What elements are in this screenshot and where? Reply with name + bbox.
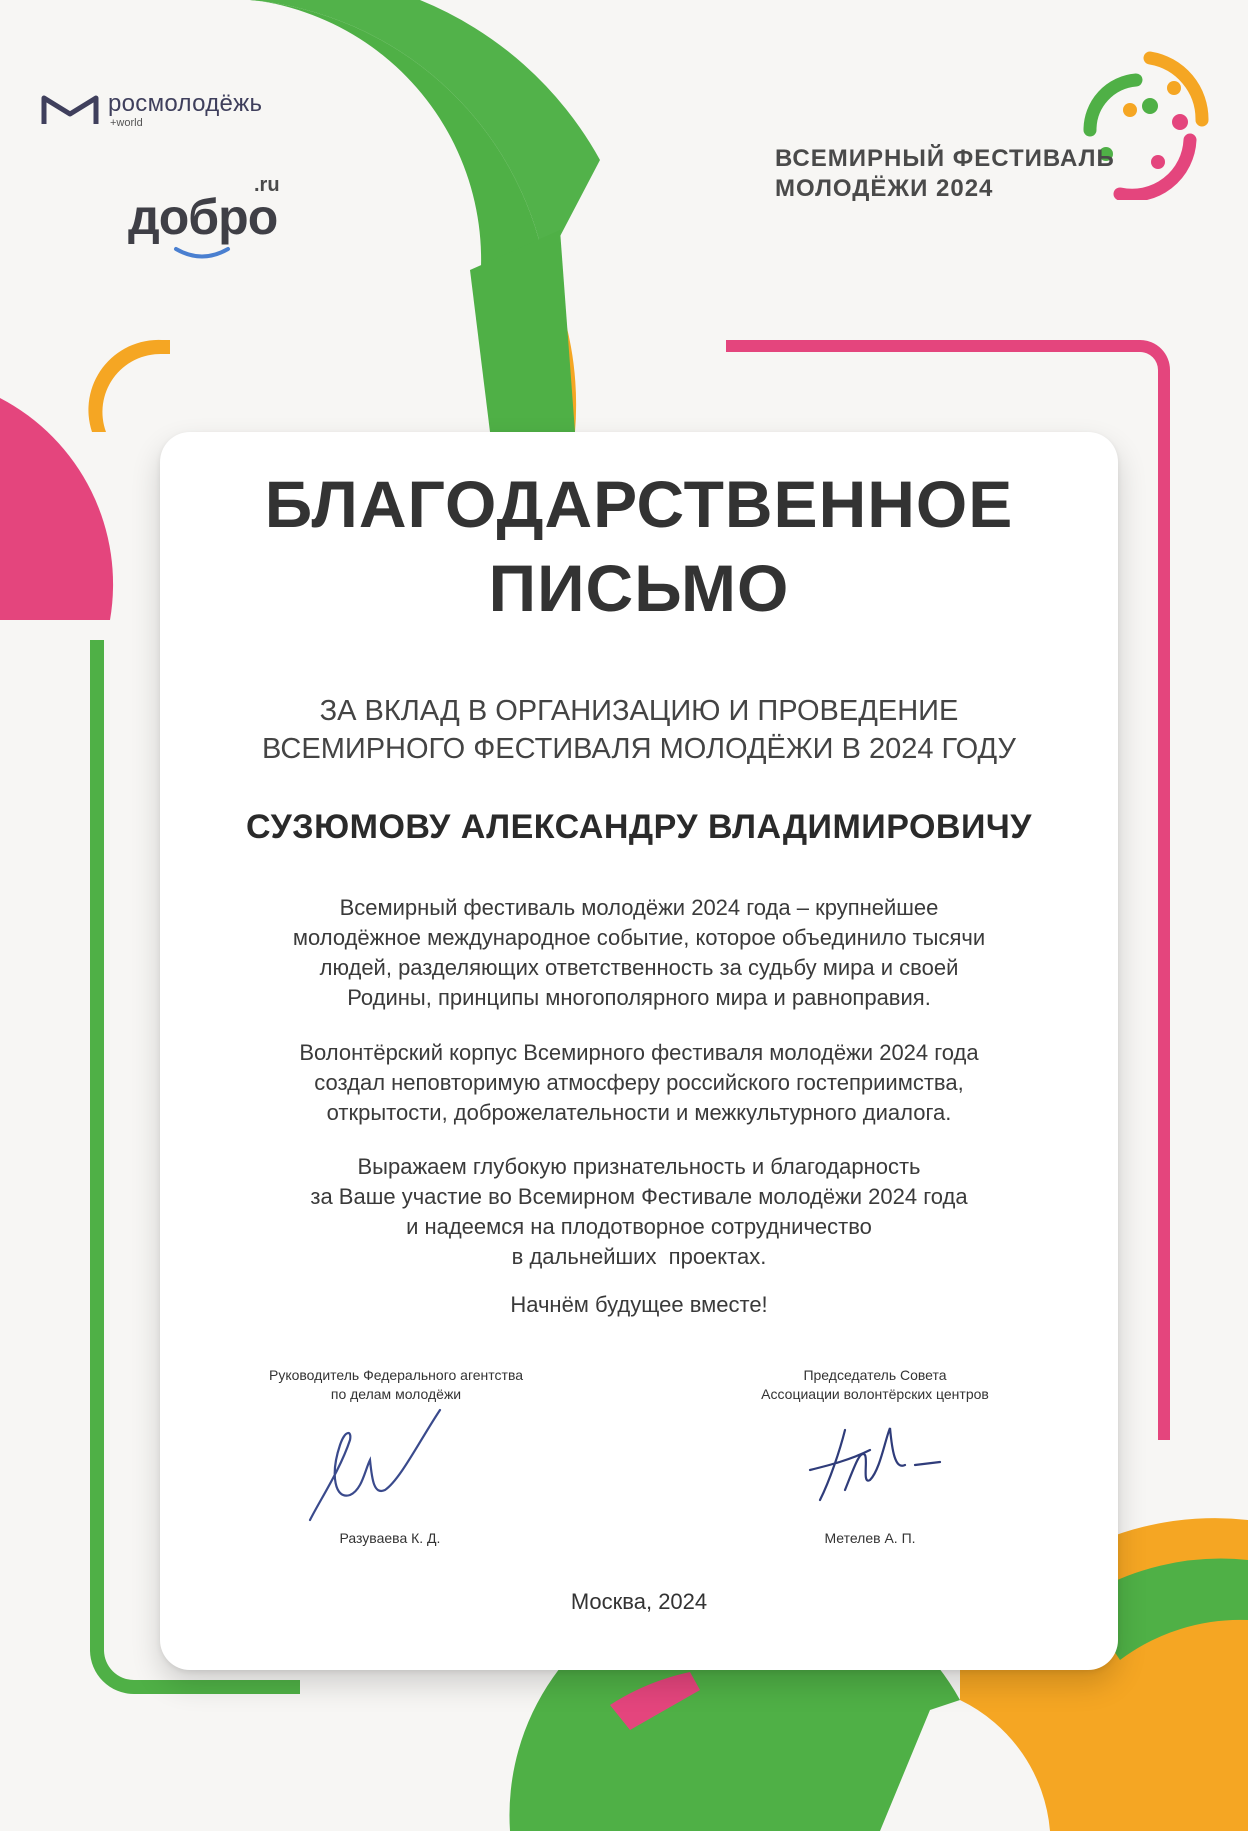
paragraph-festival-description	[160, 893, 1118, 1013]
left-signatory-name: Разуваева К. Д.	[339, 1530, 441, 1546]
letter-subtitle-line2: ВСЕМИРНОГО ФЕСТИВАЛЯ МОЛОДЁЖИ В 2024 ГОДУ	[262, 733, 1016, 765]
paragraph-volunteer-corps	[160, 1038, 1118, 1128]
right-handwritten-signature	[800, 1410, 950, 1520]
letter-title	[160, 462, 1118, 630]
left-signatory-title	[226, 1366, 566, 1404]
paragraph-line: Волонтёрский корпус Всемирного фестиваля молодёжи 2024 года	[299, 1040, 979, 1065]
paragraph-line: Родины, принципы многополярного мира и равноправия.	[347, 985, 931, 1010]
dobro-smile-icon	[172, 246, 232, 260]
rosmolodezh-wordmark: росмолодёжь	[108, 90, 263, 117]
paragraph-line: молодёжное международное событие, которое объединило тысячи	[292, 925, 986, 950]
slogan: Начнём будущее вместе!	[510, 1292, 768, 1317]
rosmolodezh-m-icon	[40, 92, 100, 126]
rosmolodezh-logo	[40, 92, 262, 129]
festival-title-line1: ВСЕМИРНЫЙ ФЕСТИВАЛЬ	[775, 145, 1115, 172]
recipient-name: СУЗЮМОВУ АЛЕКСАНДРУ ВЛАДИМИРОВИЧУ	[246, 808, 1032, 846]
right-signatory-title	[705, 1366, 1045, 1404]
place-and-date: Москва, 2024	[570, 1589, 708, 1614]
left-signatory-title-line2: по делам молодёжи	[330, 1386, 462, 1402]
festival-title-line2: МОЛОДЁЖИ 2024	[775, 175, 994, 202]
dobro-wordmark: добро	[128, 189, 278, 245]
rosmolodezh-subtext: +world	[110, 117, 143, 129]
orange-arc-left	[88, 340, 170, 432]
letter-title-line1: БЛАГОДАРСТВЕННОЕ	[264, 467, 1014, 541]
right-signatory-title-line2: Ассоциации волонтёрских центров	[761, 1386, 989, 1402]
dobro-tld: .ru	[254, 174, 280, 196]
letter-subtitle-line1: ЗА ВКЛАД В ОРГАНИЗАЦИЮ И ПРОВЕДЕНИЕ	[319, 695, 959, 727]
right-signatory-title-line1: Председатель Совета	[803, 1367, 947, 1383]
paragraph-line: открытости, доброжелательности и межкультурного диалога.	[326, 1100, 952, 1125]
right-signatory-name: Метелев А. П.	[824, 1530, 916, 1546]
paragraph-gratitude	[160, 1152, 1118, 1272]
festival-title	[775, 144, 1115, 204]
paragraph-line: Выражаем глубокую признательность и благодарность	[357, 1154, 921, 1179]
paragraph-line: за Ваше участие во Всемирном Фестивале молодёжи 2024 года	[310, 1184, 968, 1209]
left-handwritten-signature	[290, 1400, 460, 1530]
paragraph-line: создал неповторимую атмосферу российского гостеприимства,	[314, 1070, 964, 1095]
letter-subtitle	[160, 692, 1118, 768]
letter-title-line2: ПИСЬМО	[488, 551, 790, 625]
paragraph-line: людей, разделяющих ответственность за судьбу мира и своей	[319, 955, 959, 980]
paragraph-line: в дальнейших проектах.	[511, 1244, 767, 1269]
paragraph-line: Всемирный фестиваль молодёжи 2024 года – крупнейшее	[339, 895, 939, 920]
paragraph-line: и надеемся на плодотворное сотрудничество	[406, 1214, 872, 1239]
left-signatory-title-line1: Руководитель Федерального агентства	[268, 1367, 524, 1383]
green-arc-top-extension	[250, 0, 600, 265]
